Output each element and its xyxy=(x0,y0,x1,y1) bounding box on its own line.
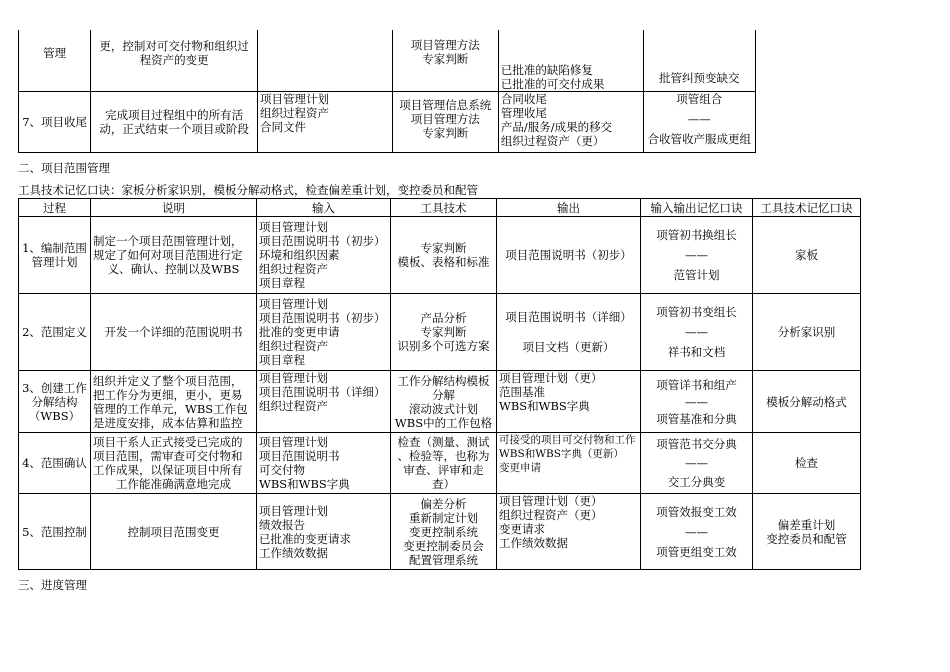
inputs-cell: 项目管理计划 项目范围说明书（初步） 批准的变更申请 组织过程资产 项目章程 xyxy=(257,294,391,371)
section-heading-schedule: 三、进度管理 xyxy=(18,578,87,592)
tools-cell: 项目管理信息系统 项目管理方法 专家判断 xyxy=(392,91,498,152)
table-row xyxy=(19,217,861,294)
inputs-cell: 项目管理计划 项目范围说明书（初步） 环境和组织因素 组织过程资产 项目章程 xyxy=(257,217,391,294)
io-memo-cell: 项管初书变组长 —— 祥书和文档 xyxy=(641,294,753,371)
tool-memo-cell: 检查 xyxy=(753,433,861,494)
tools-cell: 项目管理方法 专家判断 xyxy=(392,30,498,91)
io-memo-cell: 项管初书换组长 —— 范管计划 xyxy=(641,217,753,294)
outputs-cell: 项目范围说明书（详细） 项目文档（更新） xyxy=(497,294,641,371)
description-cell: 项目干系人正式接受已完成的 项目范围，需审查可交付物和 工作成果，以保证项目中所有 工作能准确满意地完成 xyxy=(91,433,257,494)
inputs-cell: 项目管理计划 绩效报告 已批准的变更请求 工作绩效数据 xyxy=(257,494,391,570)
outputs-cell: 项目管理计划（更） 范围基准 WBS和WBS字典 xyxy=(497,371,641,433)
process-cell: 2、范围定义 xyxy=(19,294,91,371)
io-memo-cell: 项管详书和组产 —— 项管基准和分典 xyxy=(641,371,753,433)
column-header: 说明 xyxy=(91,199,257,217)
io-memo-cell: 批管纠预变缺交 xyxy=(643,30,756,91)
tool-memo-cell: 分析家识别 xyxy=(753,294,861,371)
tools-cell: 检查（测量、测试 、检验等，也称为 审查、评审和走 查） xyxy=(391,433,497,494)
table-row xyxy=(19,494,861,570)
scope-management-table xyxy=(18,198,861,570)
io-memo-cell: 项管范书交分典 —— 交工分典变 xyxy=(641,433,753,494)
scope-mnemonic: 工具技术记忆口诀：家板分析家识别，模板分解动格式，检查偏差重计划，变控委员和配管 xyxy=(18,183,478,197)
table-header-row xyxy=(19,199,861,217)
process-cell: 管理 xyxy=(19,30,91,91)
column-header: 工具技术 xyxy=(391,199,497,217)
column-header: 输入输出记忆口诀 xyxy=(641,199,753,217)
tools-cell: 专家判断 模板、表格和标准 xyxy=(391,217,497,294)
tools-cell: 偏差分析 重新制定计划 变更控制系统 变更控制委员会 配置管理系统 xyxy=(391,494,497,570)
tool-memo-cell: 偏差重计划 变控委员和配管 xyxy=(753,494,861,570)
process-cell: 5、范围控制 xyxy=(19,494,91,570)
process-cell: 4、范围确认 xyxy=(19,433,91,494)
description-cell: 控制项目范围变更 xyxy=(91,494,257,570)
tools-cell: 产品分析 专家判断 识别多个可选方案 xyxy=(391,294,497,371)
tool-memo-cell: 模板分解动格式 xyxy=(753,371,861,433)
description-cell: 组织并定义了整个项目范围， 把工作分为更细，更小，更易 管理的工作单元，WBS工作包 是进度安排，成本估算和监控 xyxy=(91,371,257,433)
column-header: 输出 xyxy=(497,199,641,217)
inputs-cell: 项目管理计划 组织过程资产 合同文件 xyxy=(257,91,392,152)
io-memo-cell: 项管组合 —— 合收管收产服成更组 xyxy=(643,91,756,152)
column-header: 输入 xyxy=(257,199,391,217)
column-header: 工具技术记忆口诀 xyxy=(753,199,861,217)
tools-cell: 工作分解结构模板 分解 滚动波式计划 WBS中的工作包格 xyxy=(391,371,497,433)
inputs-cell: 项目管理计划 项目范围说明书 可交付物 WBS和WBS字典 xyxy=(257,433,391,494)
inputs-cell: 项目管理计划 项目范围说明书（详细） 组织过程资产 xyxy=(257,371,391,433)
table-row xyxy=(19,371,861,433)
outputs-cell: 已批准的缺陷修复 已批准的可交付成果 xyxy=(498,30,643,91)
io-memo-cell: 项管效报变工效 —— 项管更组变工效 xyxy=(641,494,753,570)
description-cell: 开发一个详细的范围说明书 xyxy=(91,294,257,371)
description-cell: 完成项目过程组中的所有活 动，正式结束一个项目或阶段 xyxy=(91,91,258,152)
description-cell: 更，控制对可交付物和组织过 程资产的变更 xyxy=(91,30,258,91)
integration-table-continuation xyxy=(18,30,756,153)
section-heading-scope: 二、项目范围管理 xyxy=(18,161,110,175)
table-row xyxy=(19,91,756,152)
table-row xyxy=(19,294,861,371)
process-cell: 3、创建工作 分解结构 （WBS） xyxy=(19,371,91,433)
outputs-cell: 可接受的项目可交付物和工作 WBS和WBS字典（更新） 变更申请 xyxy=(497,433,641,494)
outputs-cell: 项目范围说明书（初步） xyxy=(497,217,641,294)
outputs-cell: 合同收尾 管理收尾 产品/服务/成果的移交 组织过程资产（更） xyxy=(498,91,643,152)
table-row xyxy=(19,433,861,494)
tool-memo-cell: 家板 xyxy=(753,217,861,294)
column-header: 过程 xyxy=(19,199,91,217)
process-cell: 1、编制范围 管理计划 xyxy=(19,217,91,294)
description-cell: 制定一个项目范围管理计划， 规定了如何对项目范围进行定 义、确认、控制以及WBS xyxy=(91,217,257,294)
table-row xyxy=(19,30,756,91)
process-cell: 7、项目收尾 xyxy=(19,91,91,152)
outputs-cell: 项目管理计划（更） 组织过程资产（更） 变更请求 工作绩效数据 xyxy=(497,494,641,570)
inputs-cell xyxy=(257,30,392,91)
